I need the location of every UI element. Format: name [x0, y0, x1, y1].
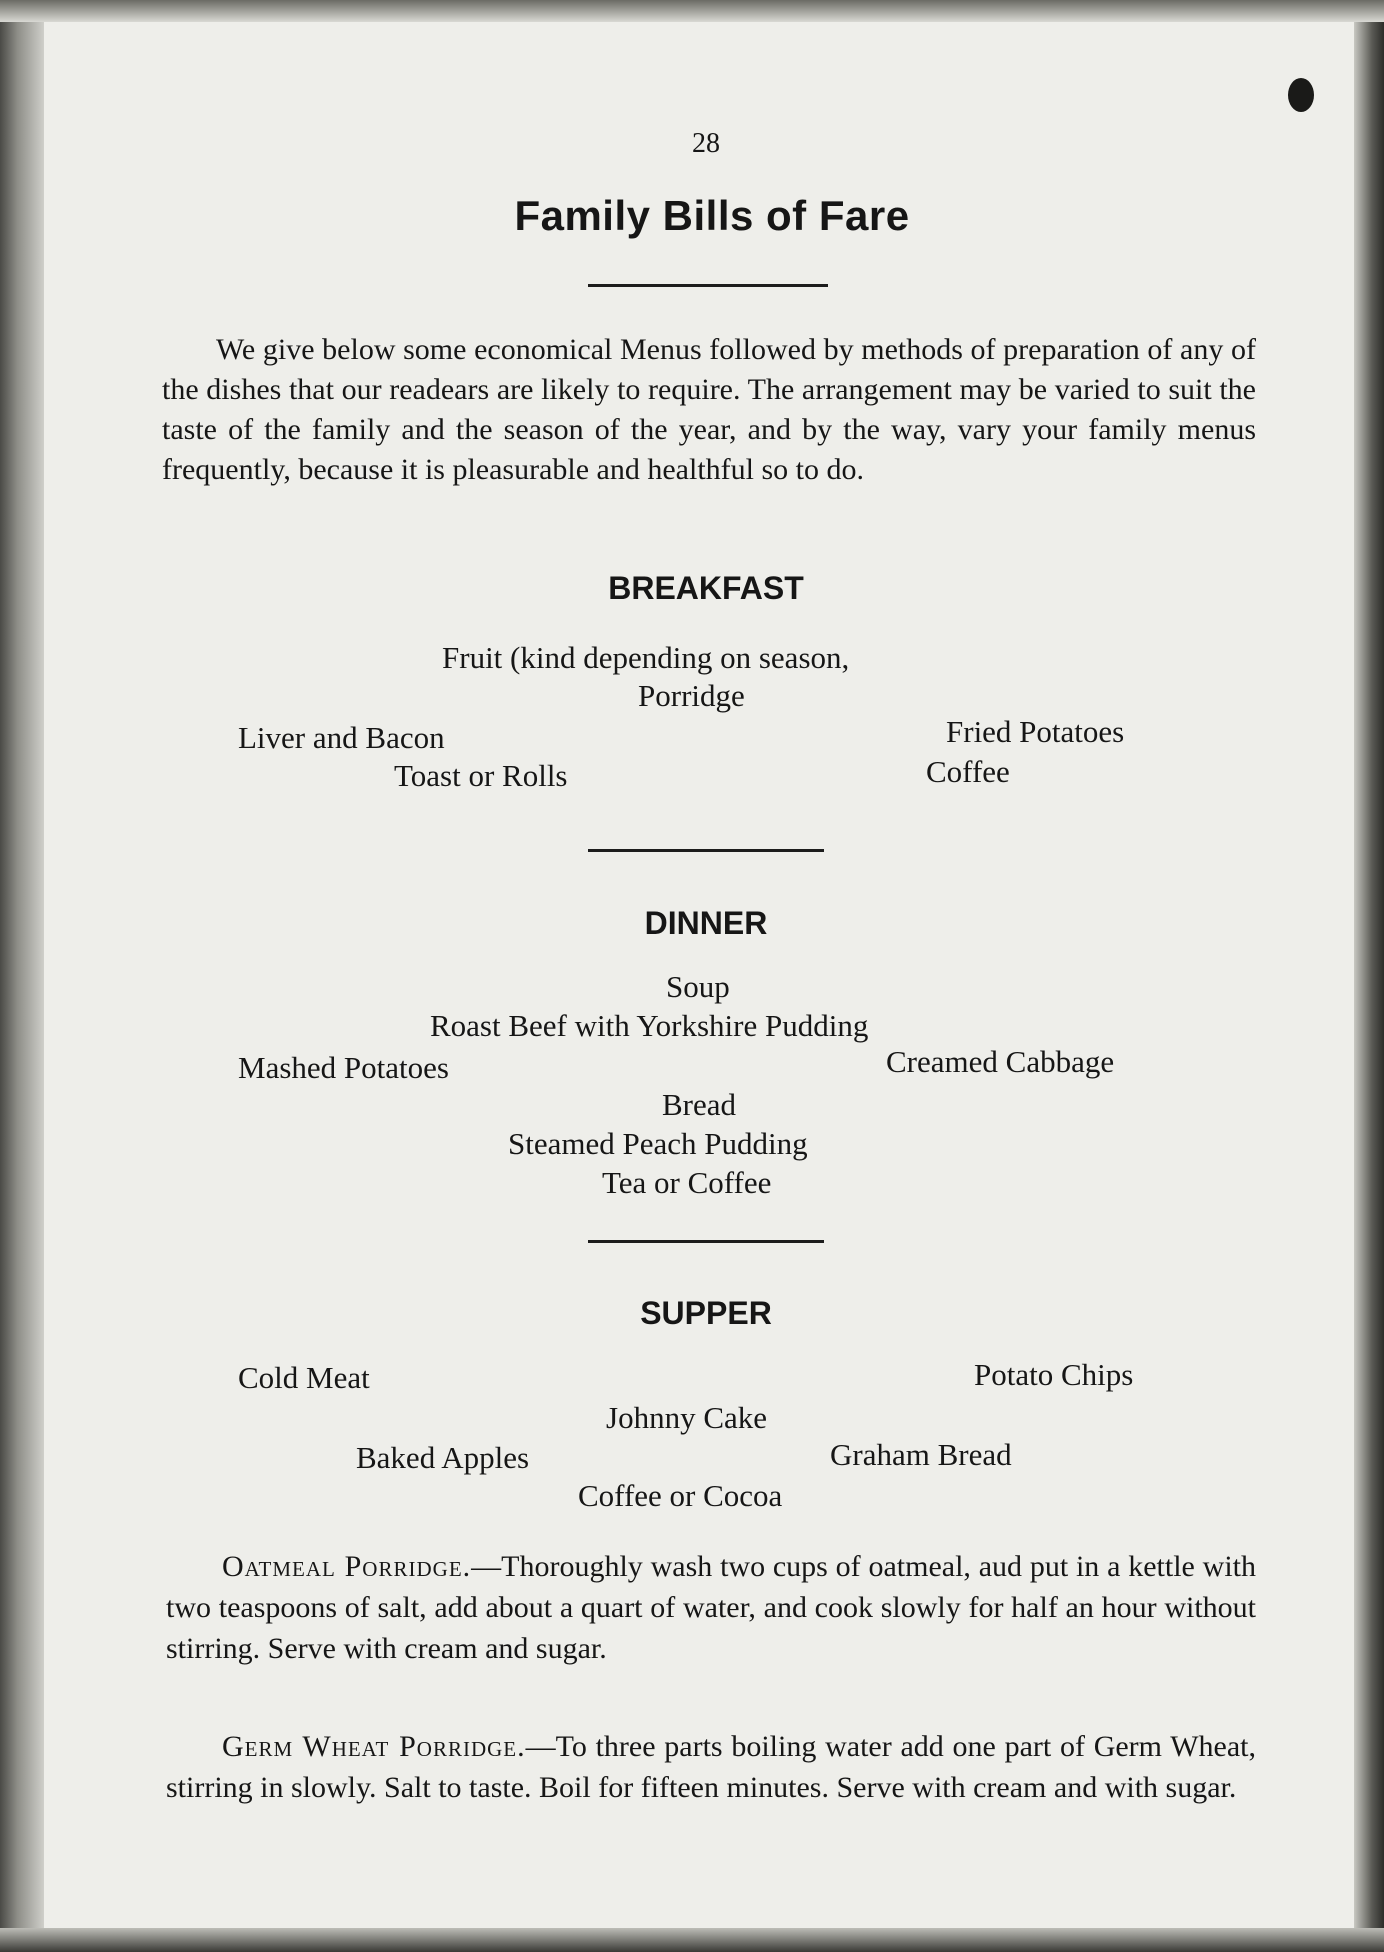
- recipe-oatmeal-porridge: [166, 1546, 1256, 1669]
- dinner-divider: [588, 1240, 824, 1243]
- supper-heading: SUPPER: [640, 1295, 772, 1331]
- recipe-text: —Thoroughly wash two cups of oatmeal, aud put in a kettle with two teaspoons of salt, add about a quart of water, and cook slowly for half an hour without stirring. Serve with cream and sugar.: [166, 1550, 1257, 1665]
- menu-item-roast-beef: Roast Beef with Yorkshire Pudding: [430, 1008, 869, 1043]
- recipe-paragraph: [166, 1726, 1256, 1808]
- menu-item-peach-pudding: Steamed Peach Pudding: [508, 1126, 808, 1161]
- menu-item-porridge: Porridge: [638, 678, 745, 713]
- menu-item-creamed-cabbage: Creamed Cabbage: [886, 1044, 1115, 1079]
- punch-hole-mark: [1288, 78, 1314, 112]
- intro-paragraph: [162, 330, 1256, 490]
- breakfast-divider: [588, 849, 824, 852]
- recipe-germ-wheat-porridge: [166, 1726, 1256, 1808]
- menu-item-coffee-cocoa: Coffee or Cocoa: [578, 1478, 783, 1513]
- breakfast-heading: BREAKFAST: [608, 570, 804, 606]
- recipe-title: Oatmeal Porridge.: [222, 1550, 472, 1583]
- page-title: Family Bills of Fare: [514, 192, 910, 239]
- menu-item-cold-meat: Cold Meat: [238, 1360, 370, 1395]
- title-divider: [588, 284, 828, 287]
- menu-item-tea-coffee: Tea or Coffee: [602, 1165, 772, 1200]
- menu-item-graham-bread: Graham Bread: [830, 1437, 1012, 1472]
- menu-item-fruit: Fruit (kind depending on season,: [442, 640, 850, 675]
- menu-item-bread: Bread: [662, 1087, 737, 1122]
- menu-item-toast: Toast or Rolls: [394, 758, 568, 793]
- menu-item-baked-apples: Baked Apples: [356, 1440, 530, 1475]
- binding-edge: [0, 0, 44, 1952]
- menu-item-potato-chips: Potato Chips: [974, 1357, 1134, 1392]
- page-top-edge: [0, 0, 1384, 22]
- menu-item-fried-potatoes: Fried Potatoes: [946, 714, 1125, 749]
- intro-text: We give below some economical Menus followed by methods of preparation of any of the dishes that our readears are likely to require. The arrangement may be varied to suit the taste of the family and the season of the year, and by the way, vary your family menus frequently, because it is pleasurable and healthful so to do.: [162, 333, 1256, 486]
- menu-item-mashed-potatoes: Mashed Potatoes: [238, 1050, 449, 1085]
- menu-item-johnny-cake: Johnny Cake: [606, 1400, 768, 1435]
- menu-item-soup: Soup: [666, 969, 730, 1004]
- page-number: 28: [692, 128, 720, 159]
- menu-item-liver-bacon: Liver and Bacon: [238, 720, 445, 755]
- recipe-paragraph: [166, 1546, 1256, 1669]
- recipe-title: Germ Wheat Porridge.: [222, 1730, 526, 1763]
- dinner-heading: DINNER: [644, 905, 768, 941]
- page-bottom-edge: [0, 1928, 1384, 1952]
- page-right-edge: [1354, 0, 1384, 1952]
- recipe-text: —To three parts boiling water add one part of Germ Wheat, stirring in slowly. Salt to taste. Boil for fifteen minutes. Serve with cream and with sugar.: [166, 1730, 1256, 1804]
- menu-item-coffee: Coffee: [926, 754, 1010, 789]
